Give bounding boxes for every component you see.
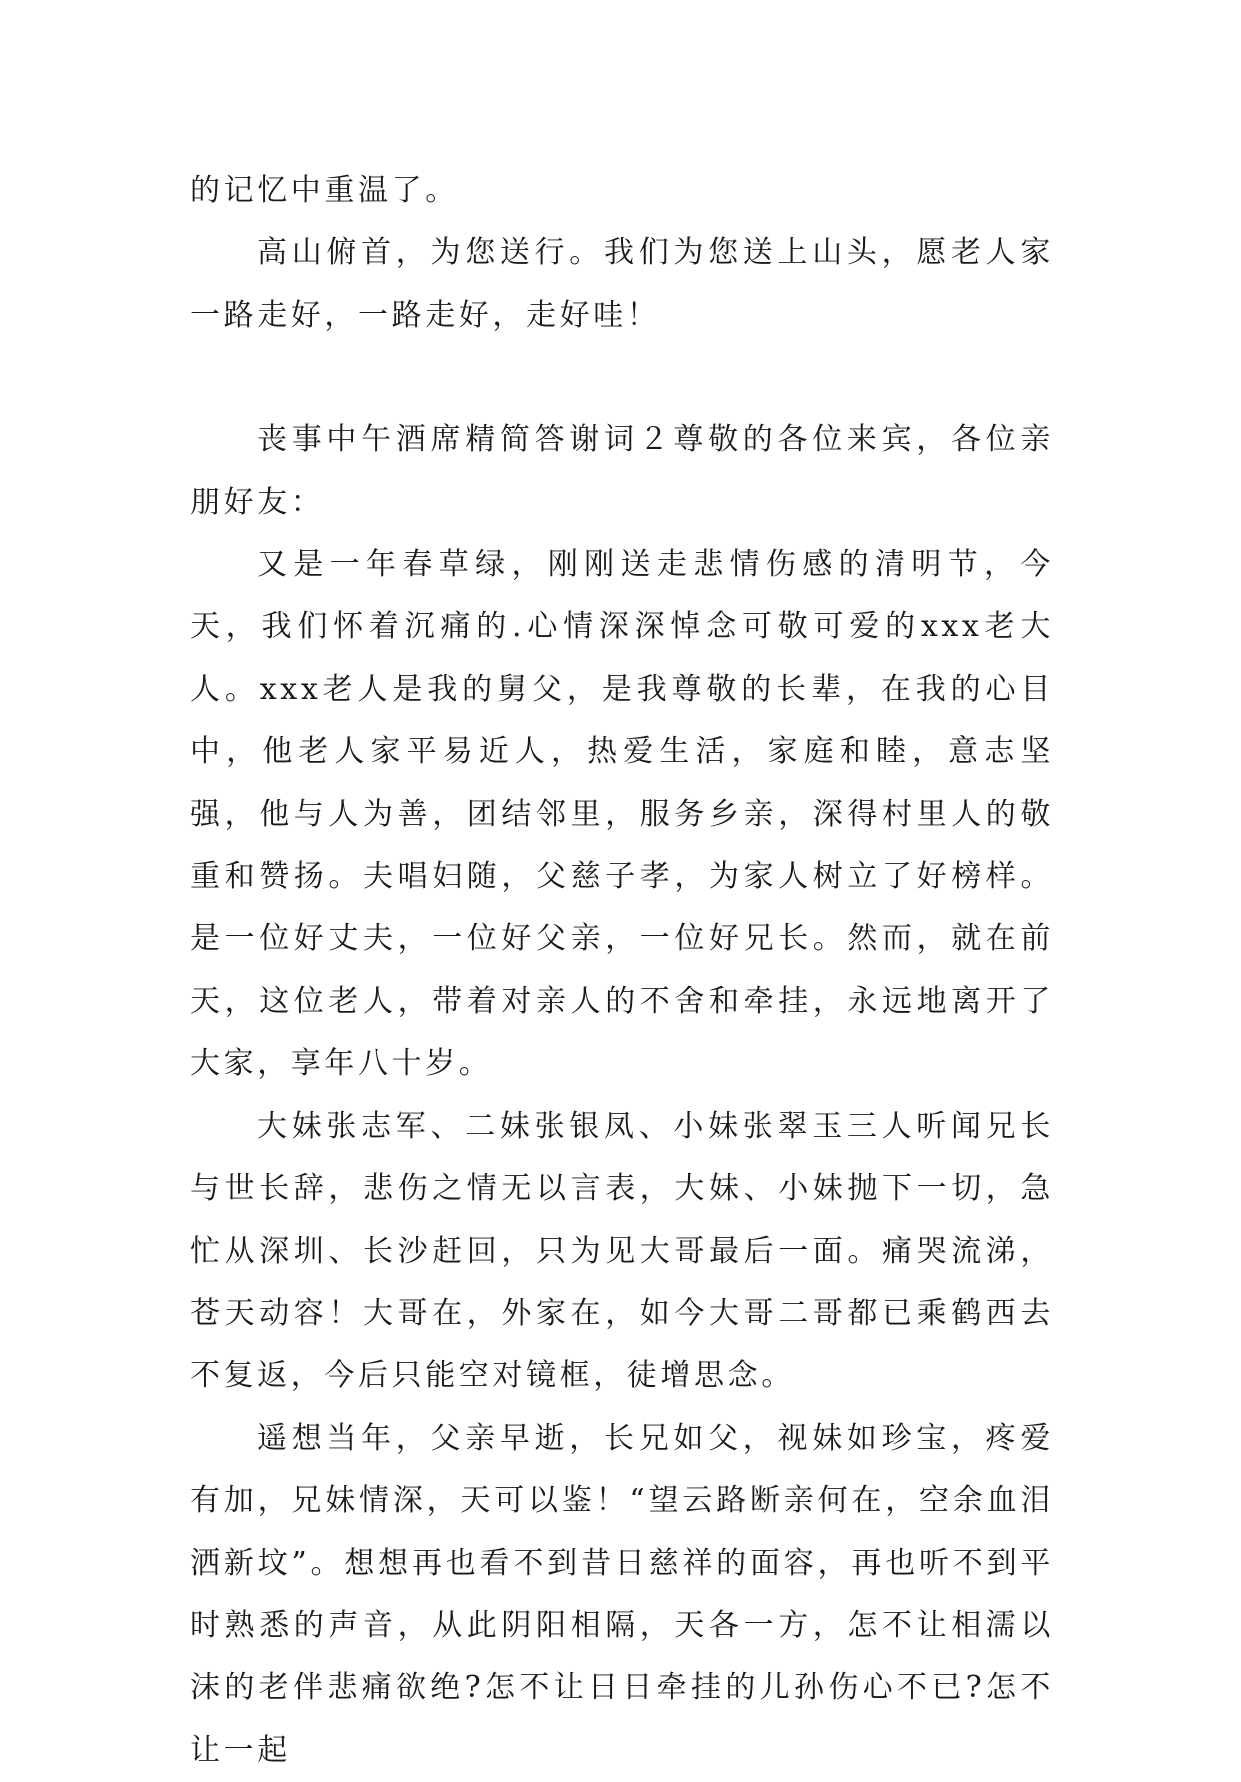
document-body [190,160,1054,1782]
paragraph: 的记忆中重温了。 [190,173,459,208]
paragraph: 遥想当年，父亲早逝，长兄如父，视妹如珍宝，疼爱有加，兄妹情深，天可以鉴！“望云路断亲何在，空余血泪洒新坟”。想想再也看不到昔日慈祥的面容，再也听不到平时熟悉的声音，从此阴阳相隔，天各一方，怎不让相濡以沫的老伴悲痛欲绝?怎不让日日牵挂的儿孙伤心不已?怎不让一起 [190,1420,1054,1768]
paragraph: 高山俯首，为您送行。我们为您送上山头，愿老人家一路走好，一路走好，走好哇！ [190,235,1054,333]
paragraph-gap [190,347,1054,409]
paragraph: 又是一年春草绿，刚刚送走悲情伤感的清明节，今天，我们怀着沉痛的.心情深深悼念可敬可爱的xxx老大人。xxx老人是我的舅父，是我尊敬的长辈，在我的心目中，他老人家平易近人，热爱生活，家庭和睦，意志坚强，他与人为善，团结邻里，服务乡亲，深得村里人的敬重和赞扬。夫唱妇随，父慈子孝，为家人树立了好榜样。是一位好丈夫，一位好父亲，一位好兄长。然而，就在前天，这位老人，带着对亲人的不舍和牵挂，永远地离开了大家，享年八十岁。 [190,547,1054,1082]
paragraph-heading: 丧事中午酒席精简答谢词２尊敬的各位来宾，各位亲朋好友： [190,422,1054,520]
paragraph: 大妹张志军、二妹张银凤、小妹张翠玉三人听闻兄长与世长辞，悲伤之情无以言表，大妹、小妹抛下一切，急忙从深圳、长沙赶回，只为见大哥最后一面。痛哭流涕，苍天动容！大哥在，外家在，如今大哥二哥都已乘鹤西去不复返，今后只能空对镜框，徒增思念。 [190,1108,1054,1394]
